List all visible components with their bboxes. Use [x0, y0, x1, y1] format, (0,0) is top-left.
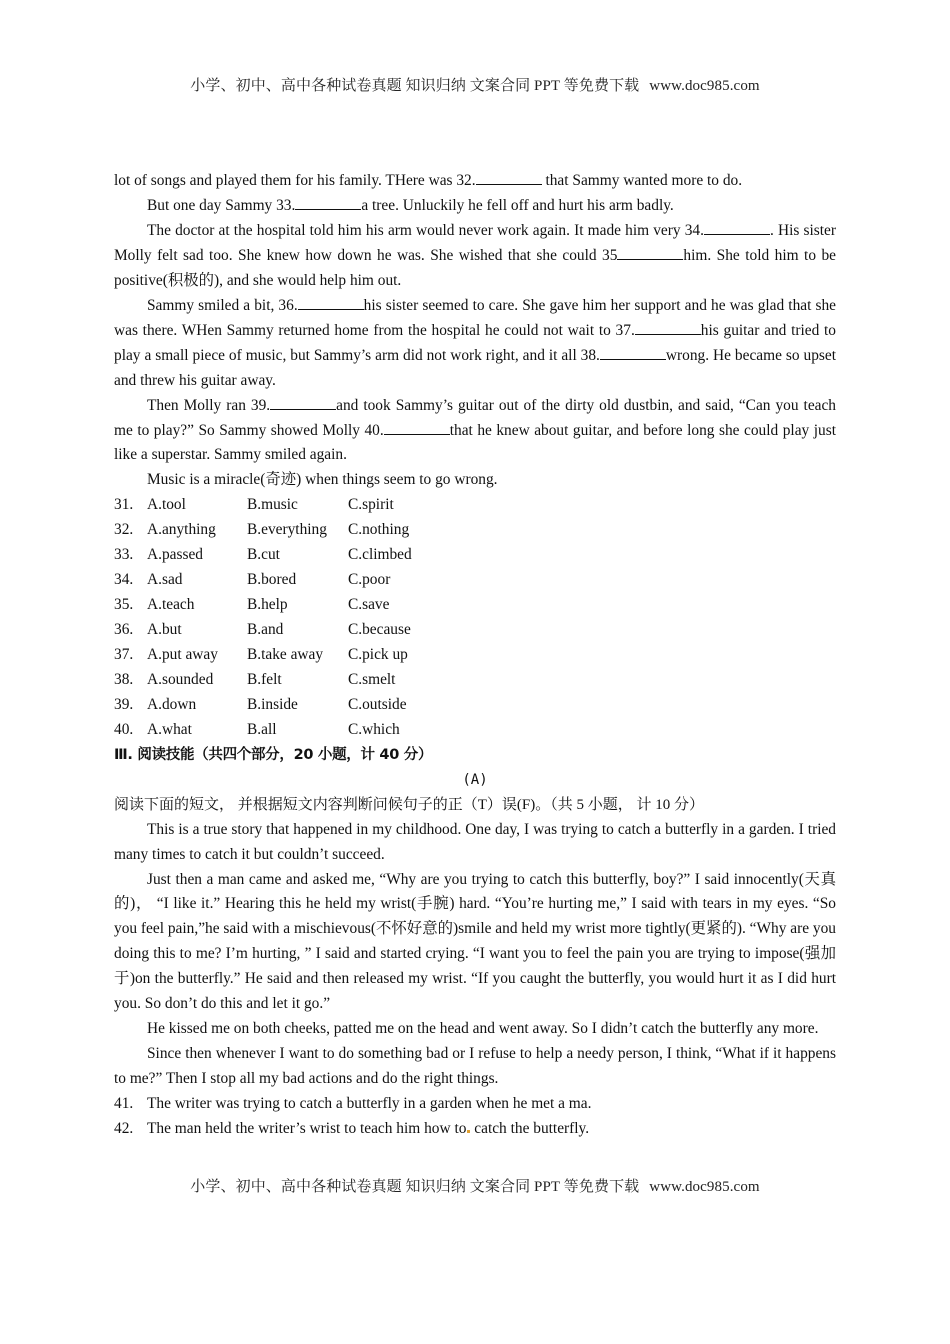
cloze-paragraph-6: Music is a miracle(奇迹) when things seem to go wrong.: [147, 471, 498, 489]
option-a: A.what: [147, 720, 192, 738]
option-c: C.poor: [348, 571, 391, 589]
option-a: A.passed: [147, 546, 203, 564]
option-c: C.outside: [348, 695, 407, 713]
option-b: B.help: [247, 596, 288, 614]
blank-34: [704, 220, 770, 235]
text-span: that Sammy wanted more to do.: [541, 172, 743, 189]
footer-banner-url[interactable]: www.doc985.com: [649, 1179, 760, 1195]
option-c: C.pick up: [348, 646, 408, 664]
option-a: A.tool: [147, 496, 186, 514]
statement-42: [114, 1117, 836, 1142]
question-number: 42.: [114, 1120, 134, 1138]
option-c: C.spirit: [348, 496, 394, 514]
header-banner-text: 小学、初中、高中各种试卷真题 知识归纳 文案合同 PPT 等免费下载: [190, 78, 640, 94]
option-b: B.cut: [247, 546, 280, 564]
cloze-options-list: [114, 493, 836, 742]
header-banner: [0, 74, 950, 95]
option-row-37: [114, 643, 836, 668]
option-b: B.inside: [247, 695, 298, 713]
option-c: C.because: [348, 621, 411, 639]
option-b: B.everything: [247, 521, 327, 539]
statement-text: The writer was trying to catch a butterfly in a garden when he met a ma.: [147, 1095, 592, 1113]
blank-36: [298, 295, 364, 310]
section-instructions: 阅读下面的短文， 并根据短文内容判断问候句子的正（T）误(F)。（共 5 小题， 计 10 分）: [114, 796, 704, 813]
blank-40: [384, 420, 450, 435]
text-span: a tree. Unluckily he fell off and hurt his arm badly.: [361, 196, 674, 214]
reading-paragraph-1: This is a true story that happened in my childhood. One day, I was trying to catch a butterfly in a garden. I tried many times to catch it but couldn’t succeed.: [114, 820, 836, 863]
blank-35: [617, 245, 683, 260]
question-number: 33.: [114, 546, 134, 564]
option-row-39: [114, 693, 836, 718]
option-b: B.and: [247, 621, 284, 639]
option-a: A.teach: [147, 596, 195, 614]
text-span: But one day Sammy 33.: [147, 196, 296, 214]
option-a: A.down: [147, 695, 197, 713]
option-b: B.bored: [247, 571, 297, 589]
text-span: catch the butterfly.: [470, 1120, 590, 1138]
option-row-34: [114, 568, 836, 593]
part-label: (A): [462, 771, 488, 788]
question-number: 37.: [114, 646, 134, 664]
question-number: 41.: [114, 1095, 134, 1113]
option-row-33: [114, 543, 836, 568]
option-row-36: [114, 618, 836, 643]
option-b: B.felt: [247, 670, 282, 688]
option-a: A.put away: [147, 646, 218, 664]
cloze-paragraph-5: [114, 394, 836, 469]
text-span: . His sister Molly felt sad too. She knew how down he was. She wished that she could 35: [114, 221, 836, 264]
footer-banner-text: 小学、初中、高中各种试卷真题 知识归纳 文案合同 PPT 等免费下载: [190, 1179, 640, 1195]
footer-banner: [0, 1175, 950, 1196]
option-a: A.but: [147, 621, 182, 639]
option-row-40: [114, 718, 836, 743]
option-row-38: [114, 668, 836, 693]
text-span: The doctor at the hospital told him his arm would never work again. It made him very 34.: [147, 221, 704, 239]
reading-paragraph-2: Just then a man came and asked me, “Why are you trying to catch this butterfly, boy?” I said innocently(天真的)， “I like it.” Hearing this he held my wrist(手腕) hard. “You’re hurting me,” I said with tears in my eyes. “So you feel pain,”he said with a mischievous(不怀好意的)smile and held my wrist more tightly(更紧的). “Why are you doing this to me? I’m hurting, ” I said and started crying. “I want you to feel the pain you are trying to impose(强加于)on the butterfly.” He said and then released my wrist. “If you caught the butterfly, you would hurt it as I did hurt you. So don’t do this and let it go.”: [114, 870, 836, 1013]
statement-text: [147, 1117, 589, 1142]
blank-33: [295, 195, 361, 210]
option-a: A.sounded: [147, 670, 214, 688]
option-c: C.climbed: [348, 546, 412, 564]
question-number: 31.: [114, 496, 134, 514]
reading-paragraph-3: He kissed me on both cheeks, patted me on the head and went away. So I didn’t catch the butterfly any more.: [147, 1020, 819, 1038]
text-span: Sammy smiled a bit, 36.: [147, 296, 298, 314]
question-number: 39.: [114, 695, 134, 713]
text-span: Then Molly ran 39.: [147, 396, 271, 414]
question-number: 35.: [114, 596, 134, 614]
option-a: A.anything: [147, 521, 216, 539]
document-body: [114, 169, 836, 1142]
text-span: and took Sammy’s guitar out of the dirty old dustbin, and said, “Can you teach me to play?” So Sammy showed Molly 40.: [114, 396, 837, 439]
blank-37: [635, 320, 701, 335]
blank-38: [600, 345, 666, 360]
question-number: 34.: [114, 571, 134, 589]
cloze-paragraph-3: [114, 219, 836, 294]
question-number: 38.: [114, 670, 134, 688]
text-span: him. She told him to be positive(积极的), and she would help him out.: [114, 246, 836, 289]
text-span: his sister seemed to care. She gave him her support and he was glad that she was there. WHen Sammy returned home from the hospital he could not wait to 37.: [114, 296, 836, 339]
text-span: his guitar and tried to play a small piece of music, but Sammy’s arm did not work right, and it all 38.: [114, 321, 836, 364]
option-b: B.take away: [247, 646, 324, 664]
reading-paragraph-4: Since then whenever I want to do something bad or I refuse to help a needy person, I think, “What if it happens to me?” Then I stop all my bad actions and do the right things.: [114, 1045, 836, 1088]
question-number: 36.: [114, 621, 134, 639]
blank-32: [476, 170, 542, 185]
header-banner-url[interactable]: www.doc985.com: [649, 78, 760, 94]
question-number: 32.: [114, 521, 134, 539]
cloze-paragraph-1: [114, 169, 836, 194]
option-c: C.smelt: [348, 670, 396, 688]
cloze-paragraph-2: [114, 194, 836, 219]
option-row-32: [114, 518, 836, 543]
question-number: 40.: [114, 720, 134, 738]
text-span: wrong. He became so upset and threw his guitar away.: [114, 346, 836, 389]
section-heading: Ⅲ. 阅读技能（共四个部分，20 小题，计 40 分）: [114, 746, 433, 763]
text-span: that he knew about guitar, and before long she could play just like a superstar. Sammy smiled again.: [114, 421, 836, 464]
text-span: lot of songs and played them for his family. THere was 32.: [114, 172, 476, 189]
option-c: C.nothing: [348, 521, 410, 539]
option-c: C.save: [348, 596, 390, 614]
option-a: A.sad: [147, 571, 183, 589]
option-row-31: [114, 493, 836, 518]
option-b: B.all: [247, 720, 277, 738]
cloze-paragraph-4: [114, 294, 836, 394]
statement-41: [114, 1092, 836, 1117]
option-row-35: [114, 593, 836, 618]
text-span: The man held the writer’s wrist to teach him how to: [147, 1120, 467, 1138]
blank-39: [270, 395, 336, 410]
option-c: C.which: [348, 720, 400, 738]
option-b: B.music: [247, 496, 298, 514]
